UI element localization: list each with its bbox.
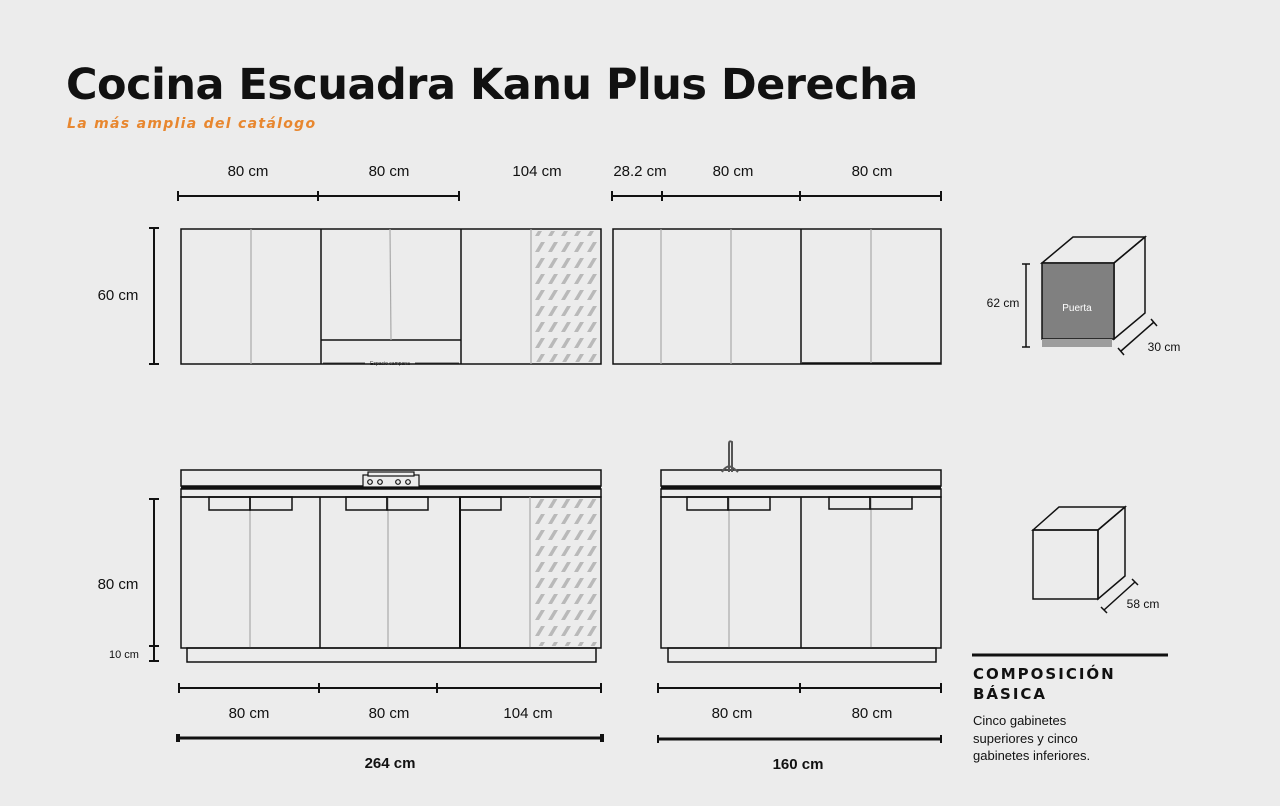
lower-dim-left-3: 104 cm (503, 705, 553, 722)
composition-title: COMPOSICIÓN BÁSICA (973, 665, 1116, 703)
upper-dim-3: 104 cm (512, 163, 562, 180)
upper-dim-2: 80 cm (368, 163, 410, 180)
total-right-label: 160 cm (772, 756, 824, 773)
upper-dim-4: 28.2 cm (613, 163, 667, 180)
upper-height-line (149, 228, 159, 364)
total-dimension-line-left (178, 734, 603, 742)
lower-dimension-line-right (658, 683, 942, 693)
page-subtitle: La más amplia del catálogo (67, 116, 317, 132)
lower-dim-right-2: 80 cm (851, 705, 893, 722)
lower-side-depth-label: 58 cm (1126, 597, 1160, 611)
upper-side-height-label: 62 cm (986, 296, 1020, 310)
upper-dimension-line-left (178, 191, 459, 201)
lower-height-line (149, 499, 159, 661)
upper-dim-5: 80 cm (712, 163, 754, 180)
total-dimension-line-right (658, 735, 942, 743)
upper-dim-6: 80 cm (851, 163, 893, 180)
total-left-label: 264 cm (364, 755, 416, 772)
upper-dimension-line-right (612, 191, 942, 201)
upper-side-height-line (1022, 264, 1030, 347)
upper-side-depth-label: 30 cm (1147, 340, 1181, 354)
faucet-icon (722, 441, 738, 472)
lower-right-countertop (661, 470, 941, 497)
lower-dim-left-1: 80 cm (228, 705, 270, 722)
page-title: Cocina Escuadra Kanu Plus Derecha (66, 60, 918, 110)
upper-cabinets-right (613, 229, 941, 364)
upper-side-door-label: Puerta (1062, 303, 1092, 314)
lower-dim-left-2: 80 cm (368, 705, 410, 722)
lower-dimension-line-left (179, 683, 602, 693)
lower-base-label: 10 cm (109, 649, 139, 661)
composition-text: Cinco gabinetes superiores y cinco gabinetes inferiores. (973, 713, 1091, 763)
cooktop-icon (363, 472, 419, 487)
upper-height-label: 60 cm (97, 287, 139, 304)
lower-dim-right-1: 80 cm (711, 705, 753, 722)
upper-dim-1: 80 cm (227, 163, 269, 180)
lower-right-cabinets (661, 497, 941, 662)
upper-hatch-panel (533, 231, 599, 362)
upper-side-base-shadow (1042, 339, 1112, 347)
lower-height-label: 80 cm (97, 576, 139, 593)
upper-side-door (1042, 263, 1114, 339)
hood-space-label: Espacio campana (370, 361, 410, 367)
lower-hatch-panel (532, 499, 599, 646)
lower-side-box (1033, 507, 1125, 599)
